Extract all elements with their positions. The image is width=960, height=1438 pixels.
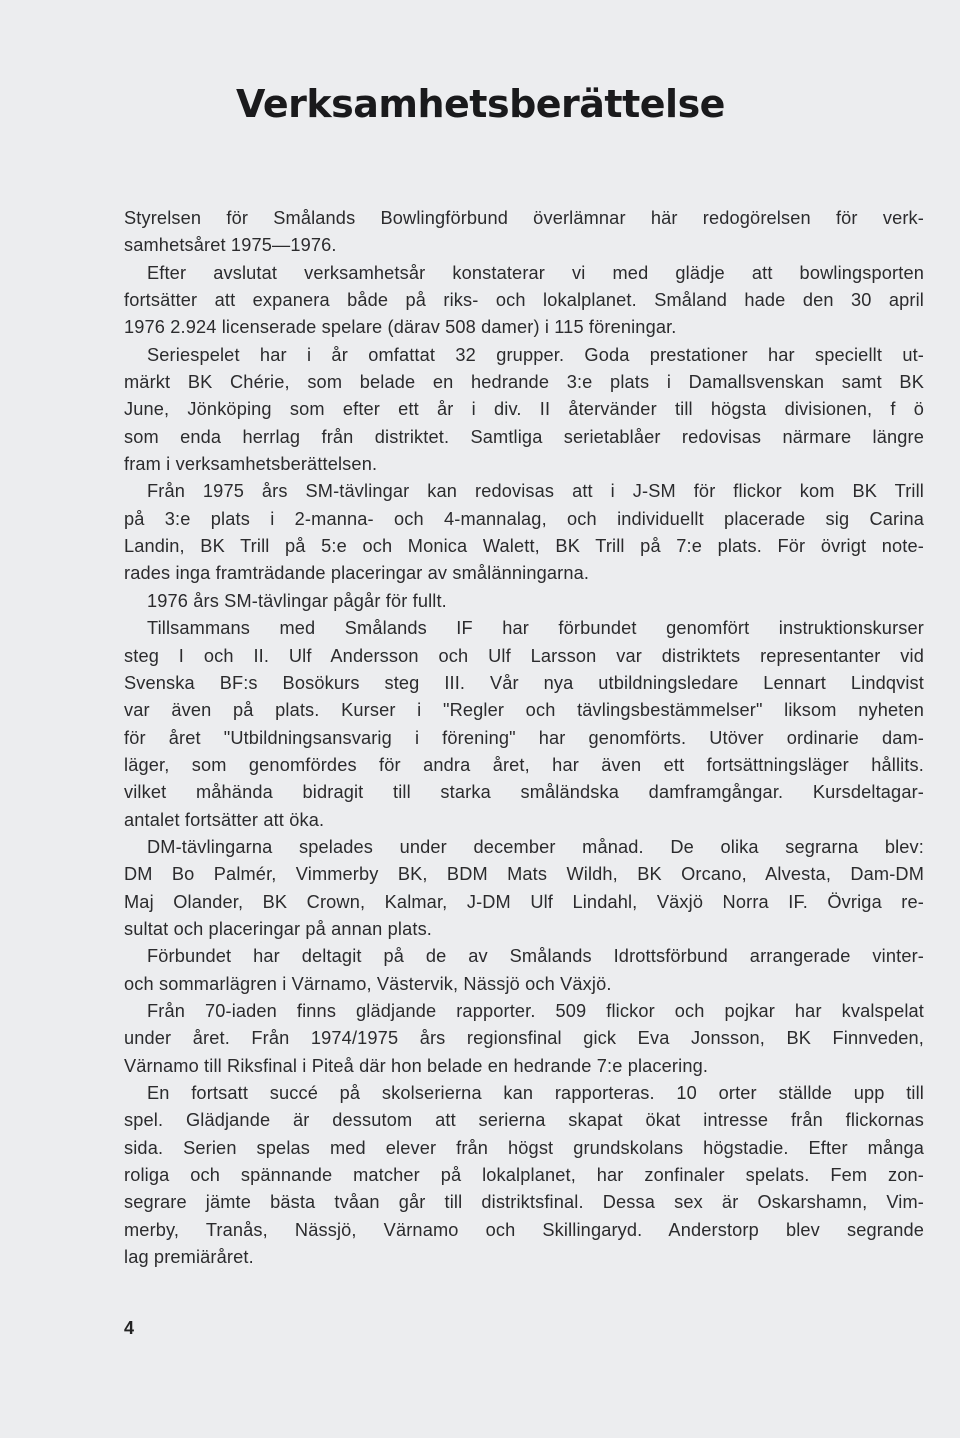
text-line: samhetsåret 1975—1976. bbox=[124, 235, 337, 256]
text-line: segrare jämte bästa tvåan går till distriktsfinal. Dessa sex är Oskarshamn, Vim- bbox=[124, 1192, 924, 1213]
text-line: rades inga framträdande placeringar av smålänningarna. bbox=[124, 563, 590, 584]
text-line: fortsätter att expanera både på riks- och lokalplanet. Småland hade den 30 april bbox=[124, 290, 924, 311]
text-line: läger, som genomfördes för andra året, har även ett fortsättningsläger hållits. bbox=[124, 754, 924, 775]
text-line: Tillsammans med Smålands IF har förbundet genomfört instruktionskurser bbox=[147, 618, 924, 639]
paragraph bbox=[124, 342, 924, 479]
paragraph bbox=[124, 588, 924, 615]
text-line: märkt BK Chérie, som belade en hedrande 3:e plats i Damallsvenskan samt BK bbox=[124, 372, 924, 393]
text-line: Maj Olander, BK Crown, Kalmar, J-DM Ulf Lindahl, Växjö Norra IF. Övriga re- bbox=[124, 891, 924, 912]
text-line: Svenska BF:s Bosökurs steg III. Vår nya utbildningsledare Lennart Lindqvist bbox=[124, 672, 924, 693]
text-line: Landin, BK Trill på 5:e och Monica Walett, BK Trill på 7:e plats. För övrigt note- bbox=[124, 536, 924, 557]
text-line: under året. Från 1974/1975 års regionsfinal gick Eva Jonsson, BK Finnveden, bbox=[124, 1028, 924, 1049]
text-line: vilket måhända bidragit till starka småländska damframgångar. Kursdeltagar- bbox=[124, 782, 924, 803]
text-line: Efter avslutat verksamhetsår konstaterar vi med glädje att bowlingsporten bbox=[147, 262, 924, 283]
paragraph bbox=[124, 205, 924, 260]
text-line: 1976 2.924 licenserade spelare (därav 508 damer) i 115 föreningar. bbox=[124, 317, 677, 338]
text-line: sultat och placeringar på annan plats. bbox=[124, 918, 433, 939]
text-line: sida. Serien spelas med elever från högst grundskolans högstadie. Efter många bbox=[124, 1137, 924, 1158]
paragraph bbox=[124, 260, 924, 342]
text-line: steg I och II. Ulf Andersson och Ulf Larsson var distriktets representanter vid bbox=[124, 645, 924, 666]
text-line: June, Jönköping som efter ett år i div. II återvänder till högsta divisionen, f ö bbox=[124, 399, 924, 420]
paragraph bbox=[124, 615, 924, 834]
text-line: antalet fortsätter att öka. bbox=[124, 809, 325, 830]
paragraph bbox=[124, 998, 924, 1080]
text-line: som enda herrlag från distriktet. Samtliga serietablåer redovisas närmare längre bbox=[124, 426, 924, 447]
text-line: Från 1975 års SM-tävlingar kan redovisas att i J-SM för flickor kom BK Trill bbox=[147, 481, 924, 502]
text-line: fram i verksamhetsberättelsen. bbox=[124, 454, 378, 475]
paragraph bbox=[124, 478, 924, 587]
text-line: DM Bo Palmér, Vimmerby BK, BDM Mats Wildh, BK Orcano, Alvesta, Dam-DM bbox=[124, 864, 924, 885]
page-number: 4 bbox=[124, 1318, 135, 1338]
text-line: 1976 års SM-tävlingar pågår för fullt. bbox=[147, 590, 447, 611]
body-text bbox=[124, 205, 924, 1271]
text-line: på 3:e plats i 2-manna- och 4-mannalag, och individuellt placerade sig Carina bbox=[124, 508, 924, 529]
text-line: Förbundet har deltagit på de av Smålands Idrottsförbund arrangerade vinter- bbox=[147, 946, 924, 967]
text-line: för året "Utbildningsansvarig i förening" har genomförts. Utöver ordinarie dam- bbox=[124, 727, 924, 748]
text-line: spel. Glädjande är dessutom att serierna skapat ökat intresse från flickornas bbox=[124, 1110, 924, 1131]
text-line: och sommarlägren i Värnamo, Västervik, Nässjö och Växjö. bbox=[124, 973, 612, 994]
text-line: Seriespelet har i år omfattat 32 grupper. Goda prestationer har speciellt ut- bbox=[147, 344, 924, 365]
text-line: Från 70-iaden finns glädjande rapporter. 509 flickor och pojkar har kvalspelat bbox=[147, 1000, 924, 1021]
paragraph bbox=[124, 943, 924, 998]
text-line: DM-tävlingarna spelades under december månad. De olika segrarna blev: bbox=[147, 836, 924, 857]
text-line: Styrelsen för Smålands Bowlingförbund överlämnar här redogörelsen för verk- bbox=[124, 208, 924, 228]
text-line: Värnamo till Riksfinal i Piteå där hon belade en hedrande 7:e placering. bbox=[124, 1055, 709, 1076]
text-line: En fortsatt succé på skolserierna kan rapporteras. 10 orter ställde upp till bbox=[147, 1083, 924, 1103]
text-line: var även på plats. Kurser i "Regler och tävlingsbestämmelser" liksom nyheten bbox=[124, 700, 924, 721]
page-title: Verksamhetsberättelse bbox=[236, 82, 725, 126]
paragraph bbox=[124, 1080, 924, 1271]
text-line: roliga och spännande matcher på lokalplanet, har zonfinaler spelats. Fem zon- bbox=[124, 1165, 924, 1186]
paragraph bbox=[124, 834, 924, 943]
text-line: lag premiäråret. bbox=[124, 1247, 254, 1268]
text-line: merby, Tranås, Nässjö, Värnamo och Skillingaryd. Anderstorp blev segrande bbox=[124, 1219, 924, 1240]
